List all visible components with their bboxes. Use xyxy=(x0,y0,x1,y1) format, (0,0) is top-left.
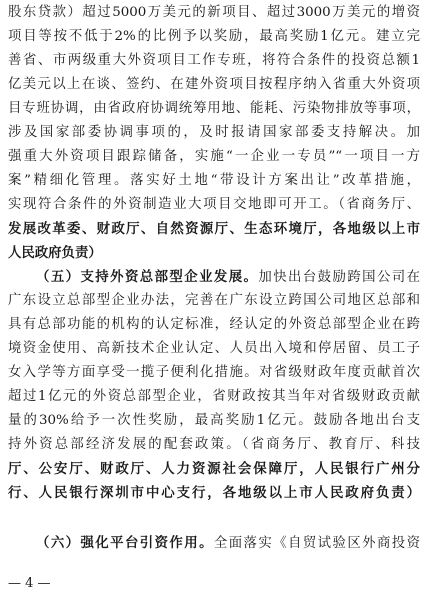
section-5-first-text: 加快出台鼓励跨国公司在 xyxy=(258,270,420,285)
body-line-4: 亿美元以上在谈、签约、在建外资项目按程序纳入省重大外资项 xyxy=(8,77,420,92)
section-5-line-7: 量的30%给予一次性奖励，最高奖励1亿元。鼓励各地出台支 xyxy=(8,413,420,428)
section-6-first-line xyxy=(36,532,420,554)
section-5-departments-line-2: 行、人民银行深圳市中心支行，各地级以上市人民政府负责） xyxy=(8,485,420,501)
body-line-8: 案”精细化管理。落实好土地“带设计方案出让”改革措施， xyxy=(8,173,420,188)
body-line-3: 善省、市两级重大外资项目工作专班，将符合条件的投资总额1 xyxy=(8,53,420,68)
body-line-9: 实现符合条件的外资制造业大项目交地即可开工。（省商务厅、 xyxy=(8,197,420,212)
section-5-departments-line-1: 厅、公安厅、财政厅、人力资源社会保障厅，人民银行广州分 xyxy=(8,461,420,477)
section-5-line-5: 女入学等方面享受一揽子便利化措施。对省级财政年度贡献首次 xyxy=(8,365,420,380)
body-line-5: 目专班协调，由省政府协调统筹用地、能耗、污染物排放等事项， xyxy=(8,101,420,116)
responsible-departments-line-2: 人民政府负责） xyxy=(8,245,102,261)
section-5-first-line xyxy=(36,266,420,288)
section-5-line-4: 境资金使用、高新技术企业认定、人员出入境和停居留、员工子 xyxy=(8,341,420,356)
section-5-line-3: 具有总部功能的机构的认定标准，经认定的外资总部型企业在跨 xyxy=(8,317,420,332)
body-line-7: 强重大外资项目跟踪储备，实施“一企业一专员”“一项目一方 xyxy=(8,149,420,164)
section-5-line-2: 广东设立总部型企业办法，完善在广东设立跨国公司地区总部和 xyxy=(8,293,420,308)
section-5-heading: （五）支持外资总部型企业发展。 xyxy=(36,269,259,285)
section-5-line-6: 超过1亿元的外资总部型企业，省财政按其当年对省级财政贡献 xyxy=(8,389,420,404)
page-number: — 4 — xyxy=(8,576,51,591)
section-6-first-text: 全面落实《自贸试验区外商投资 xyxy=(213,536,420,551)
section-6-heading: （六）强化平台引资作用。 xyxy=(36,535,214,551)
body-line-6: 涉及国家部委协调事项的，及时报请国家部委支持解决。加 xyxy=(8,125,420,140)
body-line-1: 股东贷款）超过5000万美元的新项目、超过3000万美元的增资 xyxy=(8,5,420,20)
body-line-2: 项目等按不低于2%的比例予以奖励，最高奖励1亿元。建立完 xyxy=(8,29,420,44)
section-5-line-8: 持外资总部经济发展的配套政策。（省商务厅、教育厅、科技 xyxy=(8,437,420,452)
responsible-departments-line-1: 发展改革委、财政厅、自然资源厅、生态环境厅，各地级以上市 xyxy=(8,221,420,237)
